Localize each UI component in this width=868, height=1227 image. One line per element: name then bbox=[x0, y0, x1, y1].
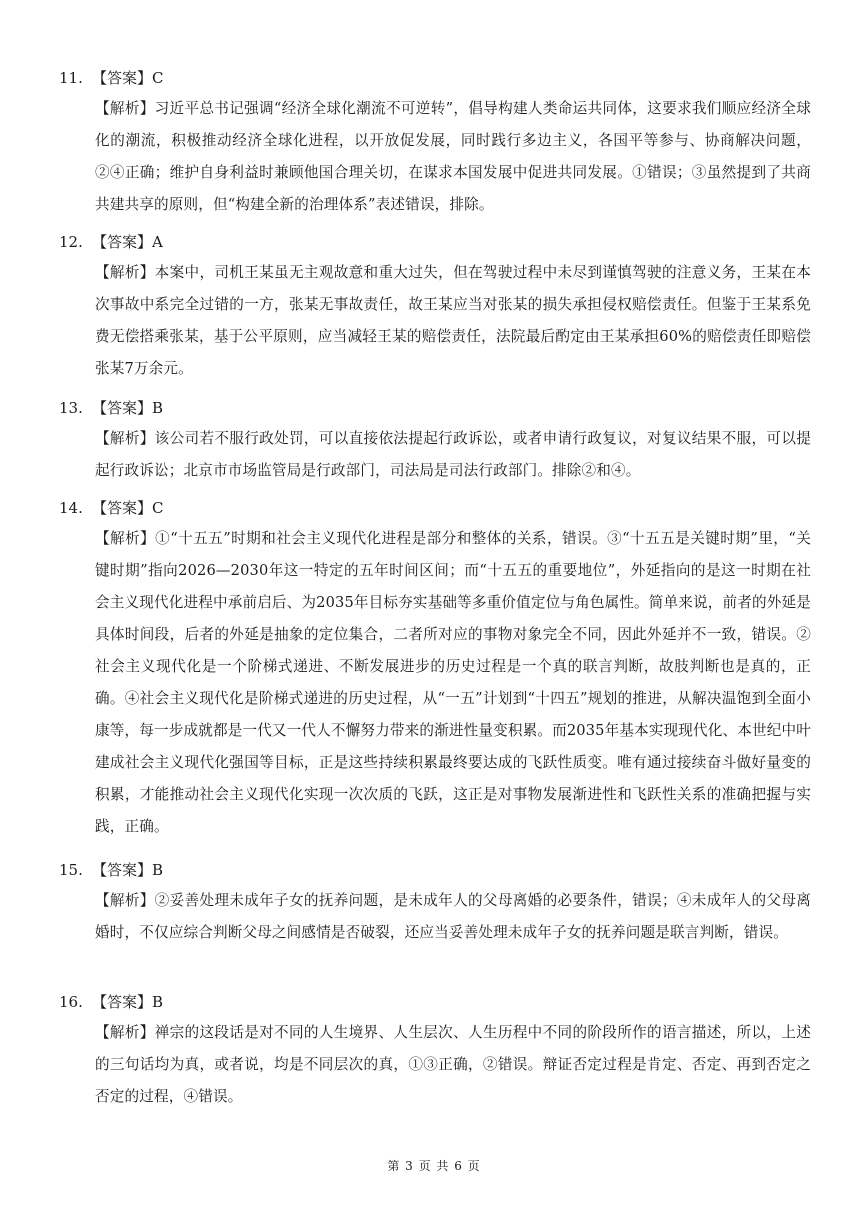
question-header bbox=[59, 860, 163, 880]
page-footer: 第 3 页 共 6 页 bbox=[387, 1159, 481, 1173]
answer-label: 【答案】B bbox=[92, 993, 164, 1011]
question-header bbox=[59, 398, 163, 418]
question-number: 15. bbox=[59, 861, 83, 879]
question-number: 11. bbox=[59, 69, 83, 87]
analysis-text: 【解析】①“十五五”时期和社会主义现代化进程是部分和整体的关系，错误。③“十五五是关键时期”里，“关键时期”指向2026—2030年这一特定的五年时间区间；而“十五五的重要地位”，外延指向的是这一时期在社会主义现代化进程中承前启后、为2035年目标夯实基础等多重价值定位与角色属性。简单来说，前者的外延是具体时间段，后者的外延是抽象的定位集合，二者所对应的事物对象完全不同，因此外延并不一致，错误。②社会主义现代化是一个阶梯式递进、不断发展进步的历史过程是一个真的联言判断，故肢判断也是真的，正确。④社会主义现代化是阶梯式递进的历史过程，从“一五”计划到“十四五”规划的推进，从解决温饱到全面小康等，每一步成就都是一代又一代人不懈努力带来的渐进性量变积累。而2035年基本实现现代化、本世纪中叶建成社会主义现代化强国等目标，正是这些持续积累最终要达成的飞跃性质变。唯有通过接续奋斗做好量变的积累，才能推动社会主义现代化实现一次次质的飞跃，这正是对事物发展渐进性和飞跃性关系的准确把握与实践，正确。 bbox=[95, 530, 811, 835]
question-number: 12. bbox=[59, 233, 83, 251]
question-header bbox=[59, 992, 163, 1012]
question-number: 13. bbox=[59, 399, 83, 417]
answer-label: 【答案】C bbox=[92, 499, 164, 517]
answer-label: 【答案】A bbox=[92, 233, 163, 251]
analysis-text: 【解析】禅宗的这段话是对不同的人生境界、人生层次、人生历程中不同的阶段所作的语言描述，所以，上述的三句话均为真，或者说，均是不同层次的真，①③正确，②错误。辩证否定过程是肯定、否定、再到否定之否定的过程，④错误。 bbox=[95, 1024, 811, 1105]
analysis-text: 【解析】该公司若不服行政处罚，可以直接依法提起行政诉讼，或者申请行政复议，对复议结果不服，可以提起行政诉讼；北京市市场监管局是行政部门，司法局是司法行政部门。排除②和④。 bbox=[95, 430, 811, 479]
question-header bbox=[59, 498, 163, 518]
question-number: 14. bbox=[59, 499, 83, 517]
answer-label: 【答案】B bbox=[92, 861, 164, 879]
analysis-text: 【解析】本案中，司机王某虽无主观故意和重大过失，但在驾驶过程中未尽到谨慎驾驶的注意义务，王某在本次事故中系完全过错的一方，张某无事故责任，故王某应当对张某的损失承担侵权赔偿责任。但鉴于王某系免费无偿搭乘张某，基于公平原则，应当减轻王某的赔偿责任，法院最后酌定由王某承担60%的赔偿责任即赔偿张某7万余元。 bbox=[95, 264, 811, 377]
question-header bbox=[59, 232, 163, 252]
question-header bbox=[59, 68, 163, 88]
analysis-text: 【解析】②妥善处理未成年子女的抚养问题，是未成年人的父母离婚的必要条件，错误；④未成年人的父母离婚时，不仅应综合判断父母之间感情是否破裂，还应当妥善处理未成年子女的抚养问题是联言判断，错误。 bbox=[95, 892, 811, 941]
analysis-text: 【解析】习近平总书记强调“经济全球化潮流不可逆转”，倡导构建人类命运共同体，这要求我们顺应经济全球化的潮流，积极推动经济全球化进程，以开放促发展，同时践行多边主义，各国平等参与、协商解决问题，②④正确；维护自身利益时兼顾他国合理关切，在谋求本国发展中促进共同发展。①错误；③虽然提到了共商共建共享的原则，但“构建全新的治理体系”表述错误，排除。 bbox=[95, 100, 811, 213]
answer-label: 【答案】B bbox=[92, 399, 164, 417]
answer-label: 【答案】C bbox=[92, 69, 164, 87]
question-number: 16. bbox=[59, 993, 83, 1011]
